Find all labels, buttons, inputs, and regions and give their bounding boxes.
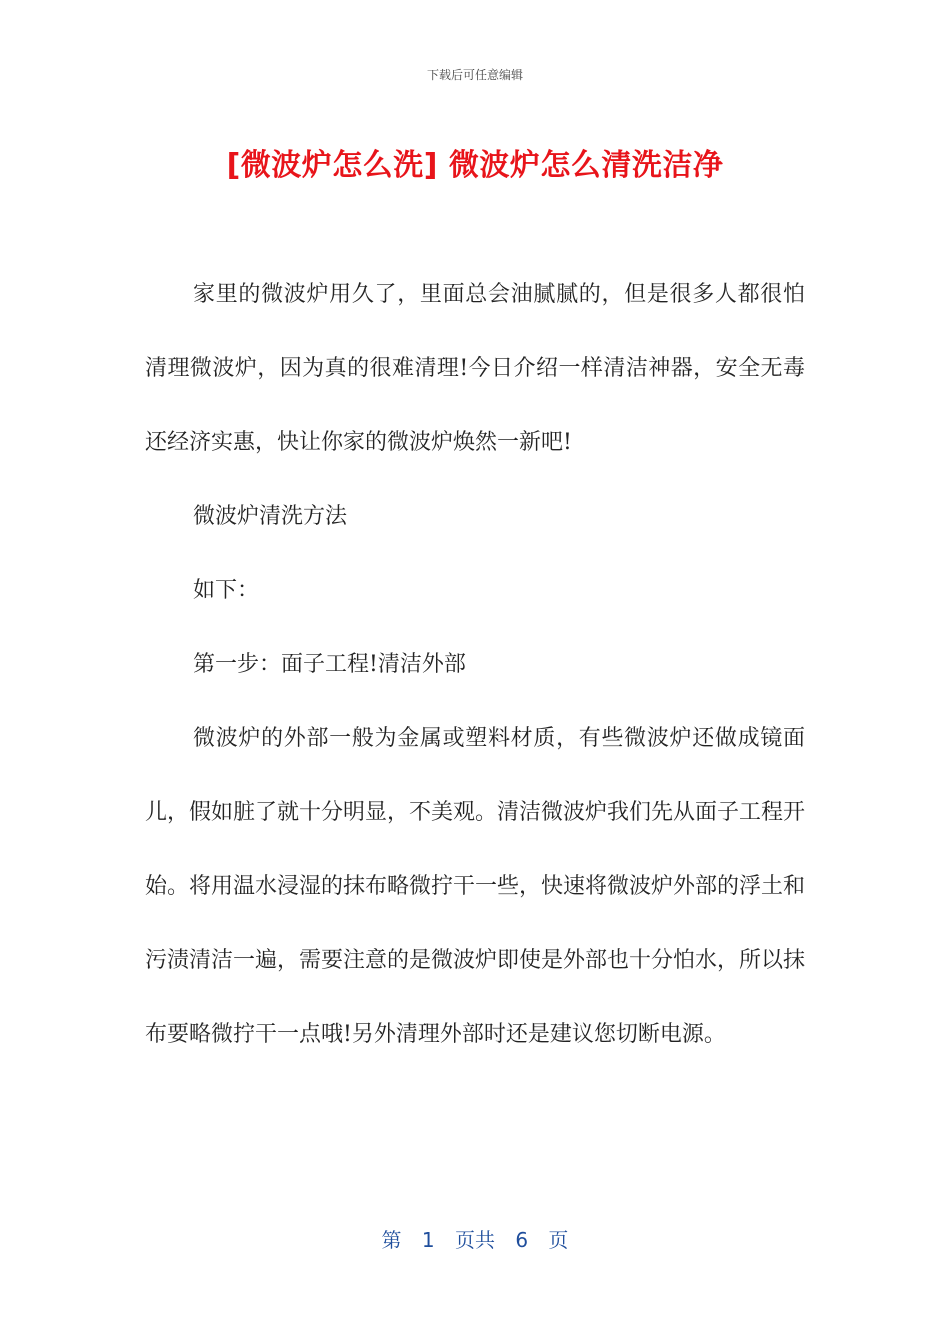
paragraph-as-follows: 如下： <box>193 578 260 603</box>
paragraph-step-one: 第一步：面子工程!清洁外部 <box>193 652 466 677</box>
document-title: [微波炉怎么洗] 微波炉怎么清洗洁净 <box>226 148 724 183</box>
paragraph-step-one-detail: 微波炉的外部一般为金属或塑料材质，有些微波炉还做成镜面儿，假如脏了就十分明显，不美观。清洁微波炉我们先从面子工程开始。将用温水浸湿的抹布略微拧干一些，快速将微波炉外部的浮土和污渍清洁一遍，需要注意的是微波炉即使是外部也十分怕水，所以抹布要略微拧干一点哦!另外清理外部时还是建议您切断电源。 <box>145 726 806 1047</box>
paragraph-method-heading: 微波炉清洗方法 <box>193 504 348 529</box>
document-body <box>145 258 805 1072</box>
paragraph-intro: 家里的微波炉用久了，里面总会油腻腻的，但是很多人都很怕清理微波炉，因为真的很难清理!今日介绍一样清洁神器，安全无毒还经济实惠，快让你家的微波炉焕然一新吧! <box>145 282 805 455</box>
page-footer: 第 1 页共 6 页 <box>381 1228 569 1252</box>
header-note: 下载后可任意编辑 <box>426 68 523 82</box>
